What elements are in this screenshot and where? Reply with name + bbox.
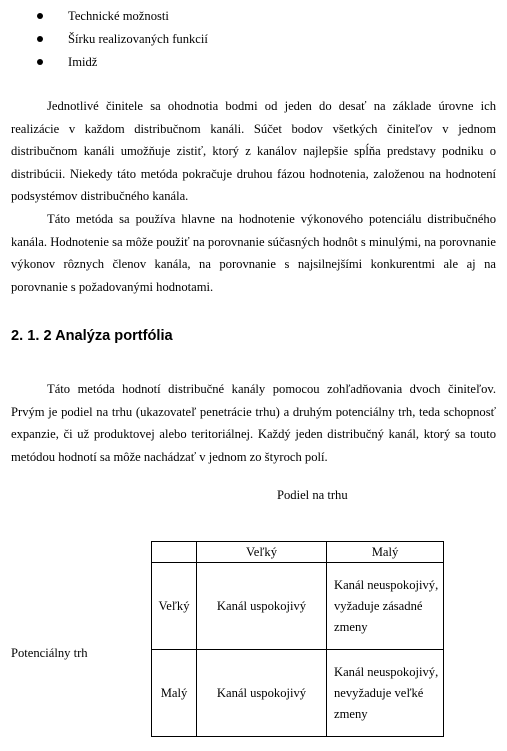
matrix-row bbox=[152, 563, 444, 650]
matrix-row bbox=[152, 650, 444, 737]
bullet-icon bbox=[37, 59, 43, 65]
list-item bbox=[35, 52, 208, 75]
bullet-icon bbox=[37, 13, 43, 19]
section-heading: 2. 1. 2 Analýza portfólia bbox=[11, 328, 173, 344]
matrix-col-header: Malý bbox=[327, 542, 444, 563]
bullet-list bbox=[35, 6, 208, 75]
matrix-row-axis-label: Potenciálny trh bbox=[11, 646, 88, 660]
matrix-cell: Kanál uspokojivý bbox=[197, 563, 327, 650]
matrix-col-header: Veľký bbox=[197, 542, 327, 563]
paragraph-method-usage: Táto metóda sa používa hlavne na hodnotenie výkonového potenciálu distribučného kanála. Hodnotenie sa môže použiť na porovnanie súčasných hodnôt s minulými, na porovnanie výkonov rôznych členov kanála, na porovnanie s najsilnejšími konkurentmi ale aj na porovnanie s požadovanými hodnotami. bbox=[11, 212, 496, 294]
list-item-text: Imidž bbox=[68, 55, 98, 69]
matrix-cell: Kanál neuspokojivý, vyžaduje zásadné zmeny bbox=[327, 563, 444, 650]
matrix-corner-cell bbox=[152, 542, 197, 563]
matrix-header-row bbox=[152, 542, 444, 563]
matrix-cell: Kanál uspokojivý bbox=[197, 650, 327, 737]
list-item-text: Technické možnosti bbox=[68, 9, 169, 23]
list-item-text: Šírku realizovaných funkcií bbox=[68, 32, 208, 46]
list-item bbox=[35, 29, 208, 52]
matrix-cell: Kanál neuspokojivý, nevyžaduje veľké zmeny bbox=[327, 650, 444, 737]
paragraph-portfolio: Táto metóda hodnotí distribučné kanály pomocou zohľadňovania dvoch činiteľov. Prvým je podiel na trhu (ukazovateľ penetrácie trhu) a druhým potenciálny trh, teda schopnosť expanzie, či už produktovej alebo teritoriálnej. Každý jeden distribučný kanál, ktorý sa touto metódou hodnotí sa môže nachádzať v jednom zo štyroch polí. bbox=[11, 382, 496, 464]
matrix-row-header: Malý bbox=[152, 650, 197, 737]
matrix-caption: Podiel na trhu bbox=[277, 488, 348, 502]
paragraph-evaluation: Jednotlivé činitele sa ohodnotia bodmi od jeden do desať na základe úrovne ich realizácie v každom distribučnom kanáli. Súčet bodov všetkých činiteľov v jednom distribučnom kanáli umožňuje zistiť, ktorý z kanálov najlepšie spĺňa predstavy podniku o distribúcii. Niekedy táto metóda pokračuje druhou fázou hodnotenia, založenou na hodnotení podsystémov distribučného kanála. bbox=[11, 99, 496, 204]
portfolio-matrix bbox=[151, 541, 444, 737]
matrix-row-header: Veľký bbox=[152, 563, 197, 650]
list-item bbox=[35, 6, 208, 29]
bullet-icon bbox=[37, 36, 43, 42]
